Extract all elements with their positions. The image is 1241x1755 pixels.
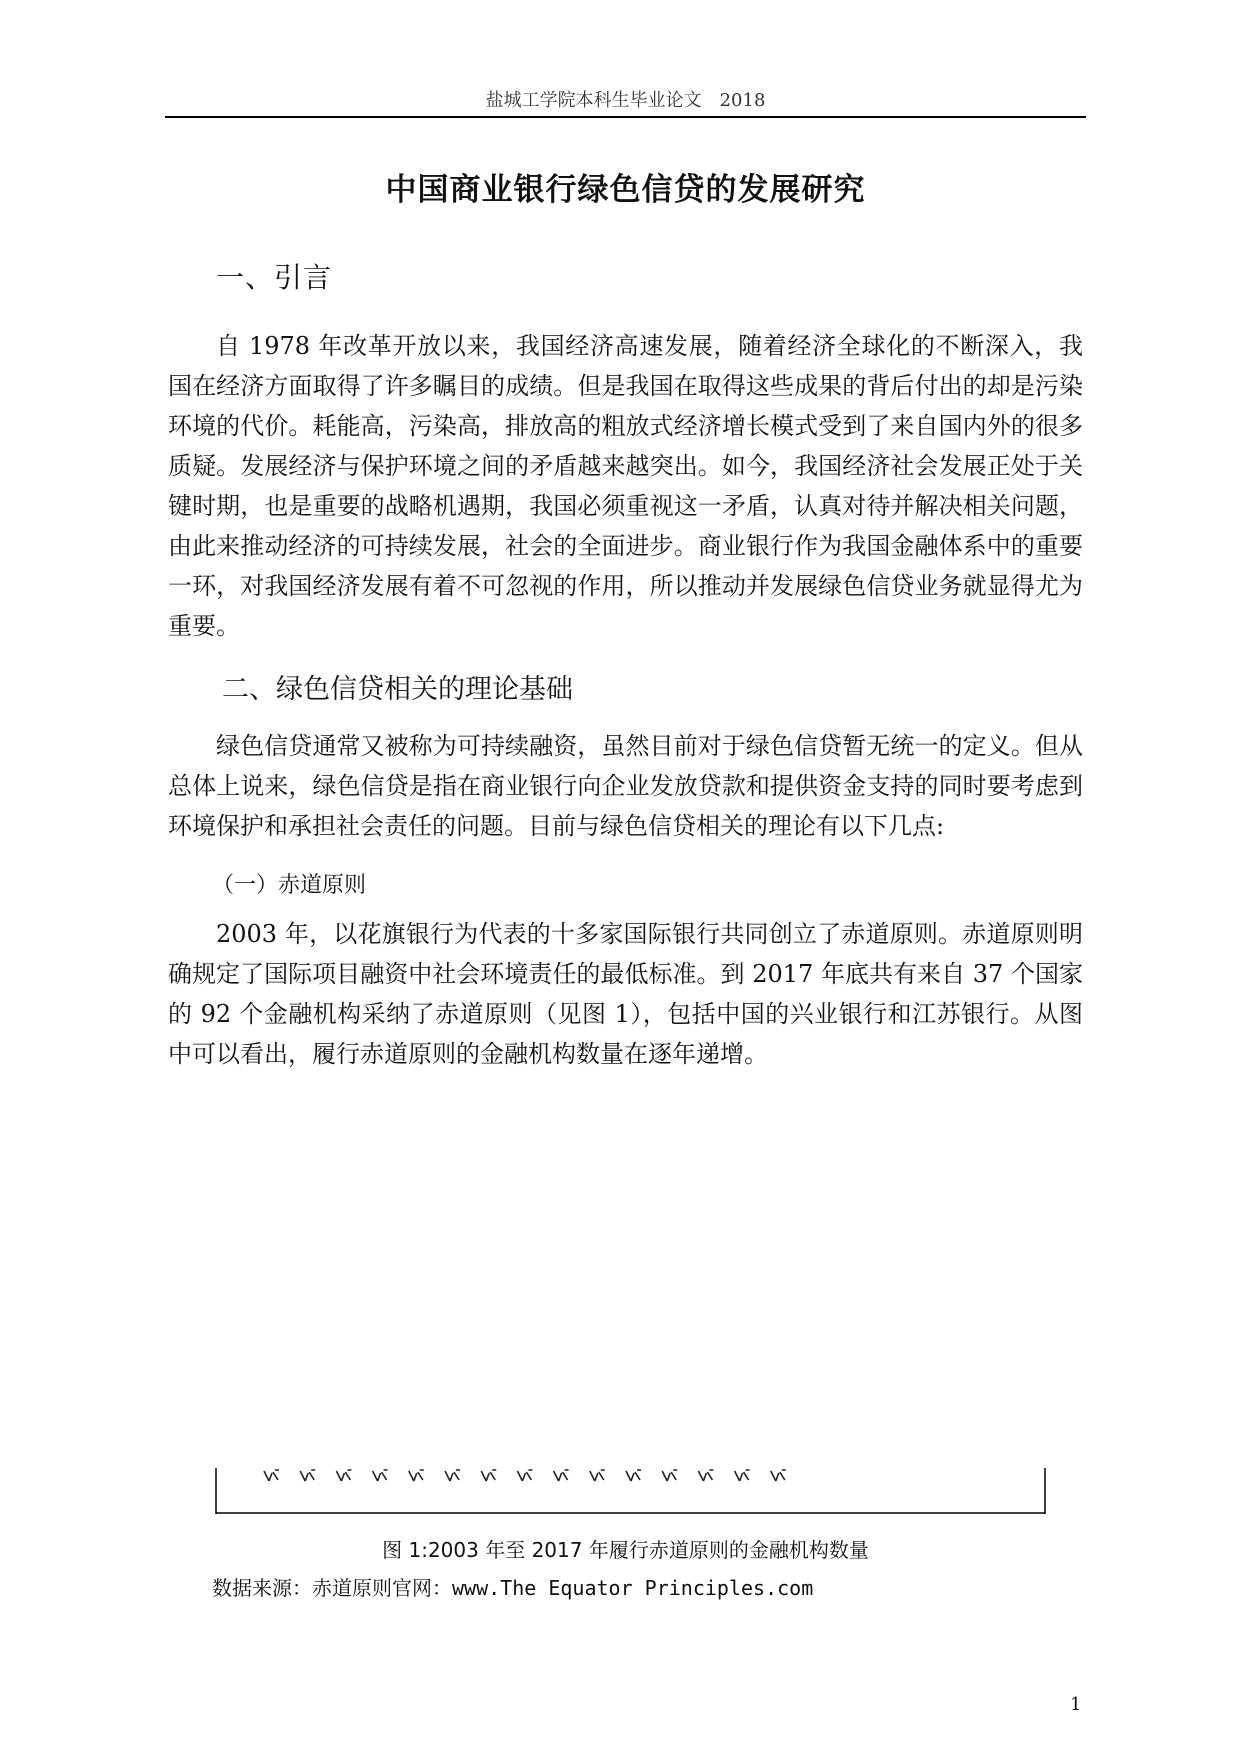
x-tick-label-fragment xyxy=(554,1470,569,1481)
figure-caption: 图 1:2003 年至 2017 年履行赤道原则的金融机构数量 xyxy=(382,1538,869,1562)
x-axis-tick-labels xyxy=(264,1470,786,1481)
figure-source: 数据来源：赤道原则官网：www.The Equator Principles.com xyxy=(212,1576,814,1600)
x-tick-label-fragment xyxy=(662,1470,677,1481)
running-header: 盐城工学院本科生毕业论文 2018 xyxy=(485,90,766,111)
x-tick-label-fragment xyxy=(300,1470,315,1481)
subsection-heading-equator: （一）赤道原则 xyxy=(212,873,367,898)
paper-title: 中国商业银行绿色信贷的发展研究 xyxy=(385,172,866,208)
theory-paragraph: 绿色信贷通常又被称为可持续融资，虽然目前对于绿色信贷暂无统一的定义。但从总体上说来，绿色信贷是指在商业银行向企业发放贷款和提供资金支持的同时要考虑到环境保护和承担社会责任的问题。目前与绿色信贷相关的理论有以下几点: xyxy=(168,732,1083,840)
x-tick-label-fragment xyxy=(771,1470,786,1481)
x-tick-label-fragment xyxy=(517,1470,532,1481)
x-tick-label-fragment xyxy=(590,1470,605,1481)
section-heading-introduction: 一、引言 xyxy=(216,261,333,294)
figure-chart-fragment xyxy=(214,1468,1047,1514)
introduction-paragraph: 自 1978 年改革开放以来，我国经济高速发展，随着经济全球化的不断深入，我国在经济方面取得了许多瞩目的成绩。但是我国在取得这些成果的背后付出的却是污染环境的代价。耗能高，污染高，排放高的粗放式经济增长模式受到了来自国内外的很多质疑。发展经济与保护环境之间的矛盾越来越突出。如今，我国经济社会发展正处于关键时期，也是重要的战略机遇期，我国必须重视这一矛盾，认真对待并解决相关问题，由此来推动经济的可持续发展，社会的全面进步。商业银行作为我国金融体系中的重要一环，对我国经济发展有着不可忽视的作用，所以推动并发展绿色信贷业务就显得尤为重要。 xyxy=(168,332,1083,640)
header-rule xyxy=(165,116,1086,118)
x-tick-label-fragment xyxy=(445,1470,460,1481)
x-tick-label-fragment xyxy=(481,1470,496,1481)
x-tick-label-fragment xyxy=(409,1470,424,1481)
equator-paragraph: 2003 年，以花旗银行为代表的十多家国际银行共同创立了赤道原则。赤道原则明确规定了国际项目融资中社会环境责任的最低标准。到 2017 年底共有来自 37 个国家的 92 个金融机构采纳了赤道原则（见图 1），包括中国的兴业银行和江苏银行。从图中可以看出，履行赤道原则的金融机构数量在逐年递增。 xyxy=(168,920,1083,1068)
x-tick-label-fragment xyxy=(735,1470,750,1481)
page-number: 1 xyxy=(1070,1694,1082,1715)
x-tick-label-fragment xyxy=(698,1470,713,1481)
x-tick-label-fragment xyxy=(373,1470,388,1481)
x-tick-label-fragment xyxy=(264,1470,279,1481)
x-tick-label-fragment xyxy=(626,1470,641,1481)
section-heading-theory: 二、绿色信贷相关的理论基础 xyxy=(222,674,573,705)
x-tick-label-fragment xyxy=(336,1470,351,1481)
